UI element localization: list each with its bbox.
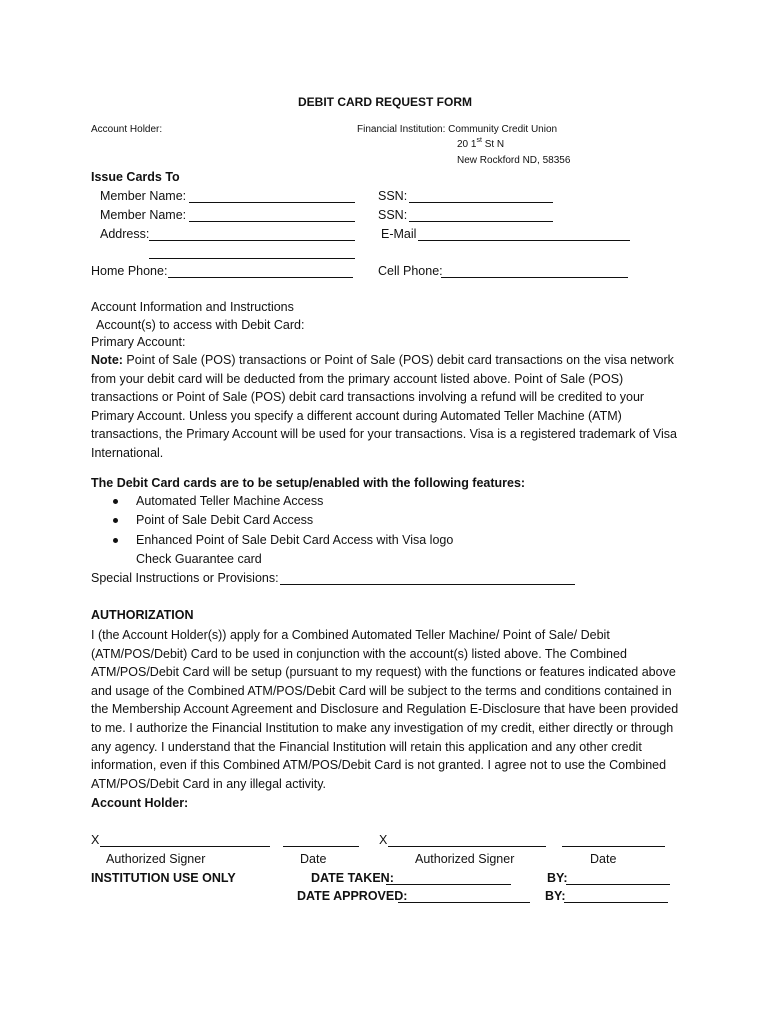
features-heading: The Debit Card cards are to be setup/enabled with the following features: xyxy=(91,476,526,490)
by-label-1: BY: xyxy=(547,871,568,885)
cell-phone-label: Cell Phone: xyxy=(378,264,443,278)
accounts-access-label: Account(s) to access with Debit Card: xyxy=(96,318,305,332)
institution-name: Financial Institution: Community Credit Union xyxy=(357,124,558,135)
date-taken-field[interactable] xyxy=(386,872,511,885)
cell-phone-field[interactable] xyxy=(441,265,628,278)
member-name-2-field[interactable] xyxy=(189,209,355,222)
home-phone-label: Home Phone: xyxy=(91,264,168,278)
address-label: Address: xyxy=(100,227,150,241)
institution-use-label: INSTITUTION USE ONLY xyxy=(91,871,236,885)
feature-item-continuation: Check Guarantee card xyxy=(136,552,262,566)
home-phone-field[interactable] xyxy=(168,265,353,278)
by-label-2: BY: xyxy=(545,889,566,903)
special-instructions-label: Special Instructions or Provisions: xyxy=(91,571,279,585)
authorization-heading: AUTHORIZATION xyxy=(91,608,194,622)
ssn-2-label: SSN: xyxy=(378,208,408,222)
bullet-icon xyxy=(113,499,118,504)
feature-item-pos: Point of Sale Debit Card Access xyxy=(136,513,314,527)
date-field-2[interactable] xyxy=(562,834,665,847)
date-approved-field[interactable] xyxy=(398,890,530,903)
authorization-account-holder-label: Account Holder: xyxy=(91,796,189,810)
member-name-2-label: Member Name: xyxy=(100,208,187,222)
ssn-1-field[interactable] xyxy=(409,190,553,203)
date-label-2: Date xyxy=(590,852,617,866)
note-paragraph: Note: Point of Sale (POS) transactions or Point of Sale (POS) debit card transactions on the visa network from your debit card will be deducted from the primary account listed above. Point of Sale (POS) transactions or Point of Sale (POS) debit card transactions involving a refund will be credited to your Primary Account. Unless you specify a different account during Automated Teller Machine (ATM) transactions, the Primary Account will be used for your transactions. Visa is a registered trademark of Visa International. xyxy=(91,353,677,460)
feature-item-visa: Enhanced Point of Sale Debit Card Access with Visa logo xyxy=(136,533,454,547)
date-taken-label: DATE TAKEN: xyxy=(311,871,394,885)
signature-field-2[interactable] xyxy=(388,834,546,847)
address-field-2[interactable] xyxy=(149,246,355,259)
bullet-icon xyxy=(113,518,118,523)
signature-field-1[interactable] xyxy=(100,834,270,847)
feature-item-atm: Automated Teller Machine Access xyxy=(136,494,324,508)
email-label: E-Mail xyxy=(381,227,417,241)
authorized-signer-label-2: Authorized Signer xyxy=(415,852,515,866)
authorized-signer-label-1: Authorized Signer xyxy=(106,852,206,866)
institution-address-line1: 20 1st St N xyxy=(457,137,505,150)
issue-cards-heading: Issue Cards To xyxy=(91,170,180,184)
authorization-paragraph: I (the Account Holder(s)) apply for a Combined Automated Teller Machine/ Point of Sale/ Debit (ATM/POS/Debit) Card to be used in conjunction with the account(s) listed above. The Combined ATM/POS/Debit Card will be setup (pursuant to my request) with the functions or features indicated above and usage of the Combined ATM/POS/Debit Card will be subject to the terms and conditions contained in the Membership Account Agreement and Disclosure and Regulation E-Disclosure that have been provided to me. I authorize the Financial Institution to make any investigation of my credit, either directly or through any agency. I understand that the Financial Institution will retain this application and any other credit information, even if this Combined ATM/POS/Debit Card is not granted. I agree not to use the Combined ATM/POS/Debit Card in any illegal activity. xyxy=(91,628,679,791)
ssn-2-field[interactable] xyxy=(409,209,553,222)
member-name-1-field[interactable] xyxy=(189,190,355,203)
x-mark-1: X xyxy=(91,833,100,847)
account-info-heading: Account Information and Instructions xyxy=(91,300,294,314)
form-title: DEBIT CARD REQUEST FORM xyxy=(298,95,472,109)
primary-account-label: Primary Account: xyxy=(91,335,186,349)
special-instructions-field[interactable] xyxy=(280,572,575,585)
by-field-1[interactable] xyxy=(566,872,670,885)
email-field[interactable] xyxy=(418,228,630,241)
ssn-1-label: SSN: xyxy=(378,189,408,203)
address-field-1[interactable] xyxy=(149,228,355,241)
x-mark-2: X xyxy=(379,833,388,847)
institution-address-line2: New Rockford ND, 58356 xyxy=(457,155,571,166)
account-holder-label: Account Holder: xyxy=(91,124,163,135)
by-field-2[interactable] xyxy=(564,890,668,903)
bullet-icon xyxy=(113,538,118,543)
member-name-1-label: Member Name: xyxy=(100,189,187,203)
date-field-1[interactable] xyxy=(283,834,359,847)
date-approved-label: DATE APPROVED: xyxy=(297,889,408,903)
date-label-1: Date xyxy=(300,852,327,866)
